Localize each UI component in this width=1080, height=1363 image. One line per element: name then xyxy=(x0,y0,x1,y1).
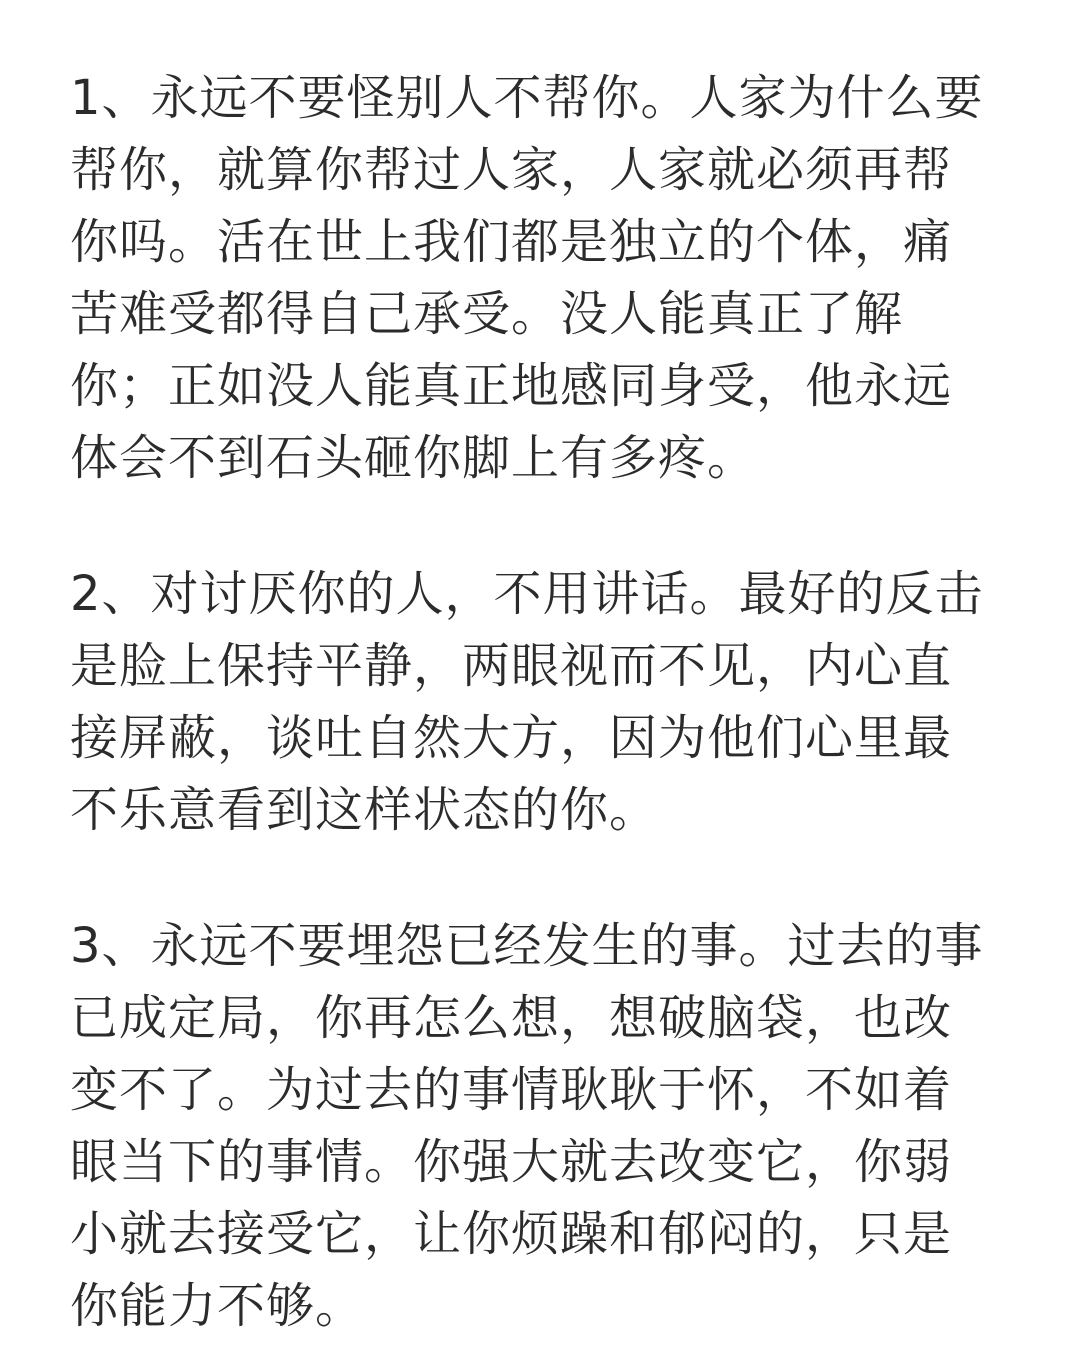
paragraph-line: 你吗。活在世上我们都是独立的个体，痛 xyxy=(70,214,953,270)
paragraph-line: 是脸上保持平静，两眼视而不见，内心直 xyxy=(70,638,953,694)
paragraph-line: 变不了。为过去的事情耿耿于怀，不如着 xyxy=(70,1062,953,1118)
paragraph-line: 小就去接受它，让你烦躁和郁闷的，只是 xyxy=(70,1206,953,1262)
paragraph-line: 2、对讨厌你的人，不用讲话。最好的反击 xyxy=(70,566,984,622)
paragraph-line: 接屏蔽，谈吐自然大方，因为他们心里最 xyxy=(70,710,953,766)
paragraph-line: 已成定局，你再怎么想，想破脑袋，也改 xyxy=(70,990,953,1046)
paragraph-line: 苦难受都得自己承受。没人能真正了解 xyxy=(70,286,904,342)
paragraph-spacer xyxy=(70,846,1030,910)
paragraph-line: 眼当下的事情。你强大就去改变它，你弱 xyxy=(70,1134,953,1190)
paragraph-1 xyxy=(70,62,1030,494)
paragraph-line: 不乐意看到这样状态的你。 xyxy=(70,782,659,838)
paragraph-2 xyxy=(70,558,1030,846)
paragraph-line: 帮你，就算你帮过人家，人家就必须再帮 xyxy=(70,142,953,198)
paragraph-line: 体会不到石头砸你脚上有多疼。 xyxy=(70,430,757,486)
paragraph-line: 你；正如没人能真正地感同身受，他永远 xyxy=(70,358,953,414)
paragraph-line: 3、永远不要埋怨已经发生的事。过去的事 xyxy=(70,918,984,974)
paragraph-line: 1、永远不要怪别人不帮你。人家为什么要 xyxy=(70,70,984,126)
article-body xyxy=(70,62,1030,1342)
paragraph-spacer xyxy=(70,494,1030,558)
paragraph-line: 你能力不够。 xyxy=(70,1278,365,1334)
paragraph-3 xyxy=(70,910,1030,1342)
